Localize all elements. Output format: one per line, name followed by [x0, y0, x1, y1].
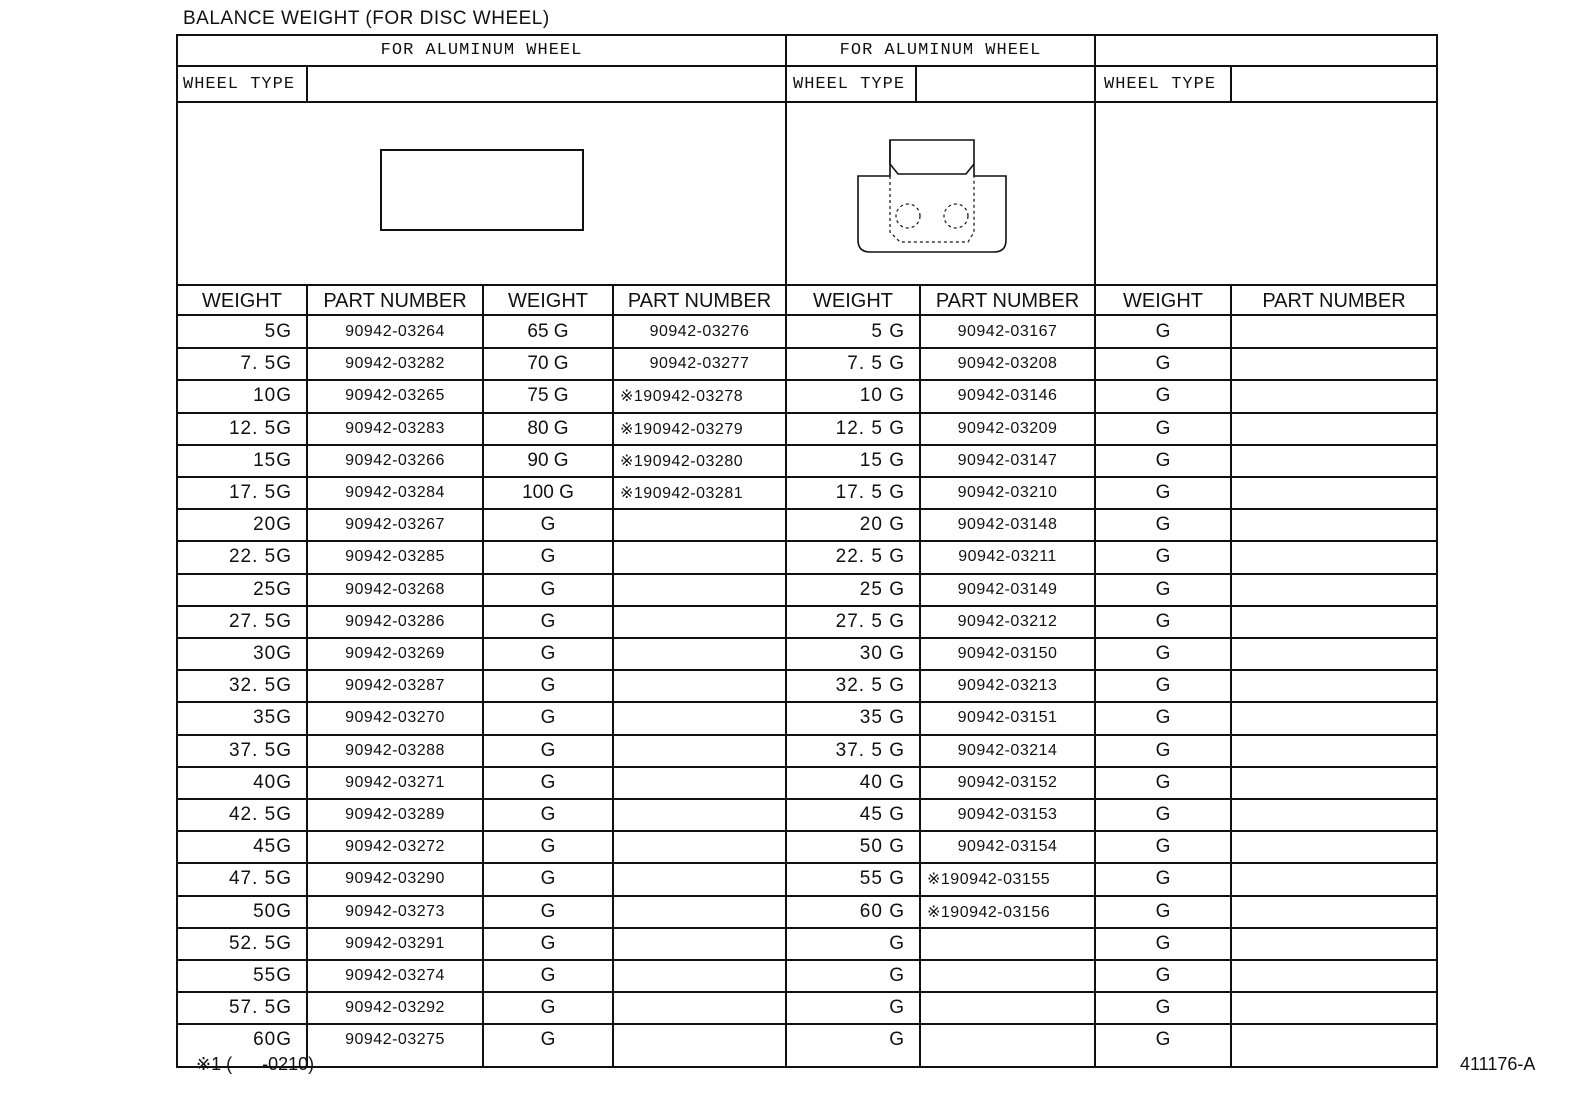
part-number-cell: ※190942-03280 — [620, 452, 744, 470]
part-number-cell — [1232, 348, 1436, 380]
weight-cell: 42. 5G — [228, 804, 292, 826]
col-header-weight-1: WEIGHT — [202, 289, 282, 312]
part-number-cell: 90942-03264 — [345, 323, 445, 341]
part-number-cell: 90942-03273 — [345, 902, 445, 920]
weight-cell: G — [1155, 353, 1171, 375]
col-header-weight-2: WEIGHT — [508, 289, 588, 312]
part-number-cell: 90942-03150 — [957, 645, 1058, 663]
part-number-cell — [1232, 316, 1436, 348]
weight-cell: G — [540, 900, 556, 922]
weight-cell: G — [540, 932, 556, 954]
weight-cell: 47. 5G — [228, 868, 292, 890]
part-number-cell: 90942-03272 — [345, 838, 445, 856]
weight-cell: 52. 5G — [228, 932, 292, 954]
part-number-cell — [614, 831, 785, 863]
weight-cell: 12. 5 G — [835, 417, 905, 439]
weight-cell: 40 G — [859, 771, 905, 793]
weight-cell: G — [1155, 804, 1171, 826]
part-number-cell: 90942-03286 — [345, 612, 445, 630]
part-number-cell — [1232, 960, 1436, 992]
part-number-cell — [921, 1024, 1094, 1056]
weight-cell: 37. 5G — [228, 739, 292, 761]
weight-cell: G — [540, 997, 556, 1019]
part-number-cell — [614, 896, 785, 928]
weight-cell: 15G — [253, 449, 292, 471]
weight-cell: G — [1155, 1029, 1171, 1051]
weight-cell: G — [540, 514, 556, 536]
weight-cell: G — [1155, 836, 1171, 858]
part-number-cell: 90942-03209 — [957, 419, 1058, 437]
part-number-cell — [1232, 477, 1436, 509]
weight-cell: 30 G — [859, 643, 905, 665]
part-number-cell — [1232, 413, 1436, 445]
col-header-weight-4: WEIGHT — [1123, 289, 1203, 312]
part-number-cell — [614, 702, 785, 734]
weight-cell: G — [540, 675, 556, 697]
part-number-cell: 90942-03290 — [345, 870, 445, 888]
part-number-cell — [1232, 638, 1436, 670]
part-number-cell — [1232, 1024, 1436, 1056]
weight-cell: 80 G — [527, 417, 569, 439]
clip-on-weight-diagram — [380, 148, 586, 234]
weight-cell: G — [540, 610, 556, 632]
divider-wheel-type-3 — [1230, 65, 1232, 101]
weight-cell: G — [1155, 771, 1171, 793]
weight-cell: 7. 5 G — [847, 353, 905, 375]
adhesive-weight-diagram — [856, 136, 1012, 262]
part-number-cell: 90942-03147 — [957, 451, 1058, 469]
part-number-cell: 90942-03270 — [345, 709, 445, 727]
weight-cell: 100 G — [522, 482, 574, 504]
part-number-cell: ※190942-03156 — [927, 903, 1051, 921]
weight-cell: 75 G — [527, 385, 569, 407]
part-number-cell: 90942-03292 — [345, 999, 445, 1017]
weight-cell: 45 G — [859, 804, 905, 826]
part-number-cell — [1232, 992, 1436, 1024]
part-number-cell: 90942-03213 — [957, 677, 1058, 695]
weight-cell: G — [540, 739, 556, 761]
part-number-cell — [614, 509, 785, 541]
part-number-cell: 90942-03275 — [345, 1031, 445, 1049]
part-number-cell — [614, 767, 785, 799]
part-number-cell — [921, 928, 1094, 960]
weight-cell: G — [540, 804, 556, 826]
weight-cell: G — [1155, 643, 1171, 665]
weight-cell: G — [540, 578, 556, 600]
weight-cell: 17. 5 G — [835, 482, 905, 504]
weight-cell: 35 G — [859, 707, 905, 729]
divider-wheel-type-2 — [915, 65, 917, 101]
part-number-cell — [1232, 574, 1436, 606]
part-number-cell — [614, 638, 785, 670]
col-header-part-4: PART NUMBER — [1262, 289, 1406, 312]
weight-cell: G — [1155, 610, 1171, 632]
weight-cell: G — [1155, 868, 1171, 890]
weight-cell: 50G — [253, 900, 292, 922]
part-number-cell: 90942-03210 — [957, 484, 1058, 502]
weight-cell: G — [1155, 385, 1171, 407]
weight-cell: 40G — [253, 771, 292, 793]
weight-cell: 55G — [253, 965, 292, 987]
part-number-cell: 90942-03212 — [957, 612, 1058, 630]
part-number-cell: 90942-03284 — [345, 484, 445, 502]
part-number-cell — [1232, 767, 1436, 799]
group-header-2: FOR ALUMINUM WHEEL — [839, 41, 1042, 60]
part-number-cell — [1232, 863, 1436, 895]
part-number-cell — [1232, 509, 1436, 541]
part-number-cell: 90942-03277 — [649, 355, 750, 373]
weight-cell: G — [1155, 932, 1171, 954]
part-number-cell: 90942-03274 — [345, 967, 445, 985]
weight-cell: G — [1155, 739, 1171, 761]
part-number-cell — [614, 992, 785, 1024]
weight-cell: 60 G — [859, 900, 905, 922]
weight-cell: G — [1155, 707, 1171, 729]
part-number-cell: ※190942-03279 — [620, 420, 744, 438]
part-number-cell — [1232, 831, 1436, 863]
weight-cell: G — [889, 997, 905, 1019]
part-number-cell — [614, 960, 785, 992]
weight-cell: G — [1155, 675, 1171, 697]
part-number-cell: ※190942-03281 — [620, 485, 744, 503]
part-number-cell: 90942-03214 — [957, 741, 1058, 759]
part-number-cell — [614, 928, 785, 960]
weight-cell: 10G — [253, 385, 292, 407]
weight-cell: 22. 5 G — [835, 546, 905, 568]
weight-cell: G — [1155, 997, 1171, 1019]
weight-cell: G — [540, 1029, 556, 1051]
weight-cell: 32. 5 G — [835, 675, 905, 697]
col-header-part-1: PART NUMBER — [323, 289, 467, 312]
weight-cell: G — [1155, 449, 1171, 471]
part-number-cell — [1232, 735, 1436, 767]
weight-cell: 50 G — [859, 836, 905, 858]
part-number-cell — [1232, 670, 1436, 702]
part-number-cell: 90942-03153 — [957, 806, 1058, 824]
weight-cell: G — [889, 932, 905, 954]
wheel-type-label-3: WHEEL TYPE — [1104, 74, 1217, 94]
weight-cell: 55 G — [859, 868, 905, 890]
part-number-cell: 90942-03266 — [345, 451, 445, 469]
part-number-cell: ※190942-03155 — [927, 871, 1051, 889]
part-number-cell — [1232, 445, 1436, 477]
part-number-cell — [614, 799, 785, 831]
part-number-cell: 90942-03149 — [957, 580, 1058, 598]
col-header-part-3: PART NUMBER — [935, 289, 1080, 312]
weight-cell: 12. 5G — [228, 417, 292, 439]
part-number-cell: 90942-03154 — [957, 838, 1058, 856]
group-header-3 — [1096, 36, 1436, 65]
weight-cell: 45G — [253, 836, 292, 858]
part-number-cell — [1232, 541, 1436, 573]
part-number-cell: 90942-03282 — [345, 355, 445, 373]
part-number-cell: ※190942-03278 — [620, 388, 744, 406]
weight-cell: 17. 5G — [228, 482, 292, 504]
weight-cell: 5 G — [871, 321, 905, 343]
part-number-cell — [614, 541, 785, 573]
part-number-cell: 90942-03148 — [957, 516, 1058, 534]
weight-cell: G — [1155, 578, 1171, 600]
group-header-1: FOR ALUMINUM WHEEL — [380, 41, 583, 60]
weight-cell: 57. 5G — [228, 997, 292, 1019]
divider-wheel-type-1 — [306, 65, 308, 101]
weight-cell: 15 G — [859, 449, 905, 471]
weight-cell: 60G — [253, 1029, 292, 1051]
weight-cell: 10 G — [859, 385, 905, 407]
weight-cell: 27. 5 G — [835, 610, 905, 632]
weight-cell: 25G — [253, 578, 292, 600]
part-number-cell: 90942-03146 — [957, 387, 1058, 405]
part-number-cell: 90942-03288 — [345, 741, 445, 759]
weight-cell: G — [540, 643, 556, 665]
part-number-cell — [921, 992, 1094, 1024]
wheel-type-label-1: WHEEL TYPE — [183, 74, 296, 94]
page-title: BALANCE WEIGHT (FOR DISC WHEEL) — [183, 8, 550, 29]
wheel-type-label-2: WHEEL TYPE — [793, 74, 906, 94]
divider-wheel-type — [178, 101, 1436, 103]
weight-cell: 90 G — [527, 449, 569, 471]
weight-cell: G — [1155, 514, 1171, 536]
part-number-cell — [1232, 380, 1436, 412]
weight-cell: 32. 5G — [228, 675, 292, 697]
weight-cell: 37. 5 G — [835, 739, 905, 761]
part-number-cell — [1232, 606, 1436, 638]
part-number-cell: 90942-03167 — [957, 323, 1058, 341]
weight-cell: 20G — [253, 514, 292, 536]
weight-cell: G — [1155, 482, 1171, 504]
weight-cell: 7. 5G — [240, 353, 292, 375]
part-number-cell — [614, 735, 785, 767]
weight-cell: 5G — [264, 321, 292, 343]
weight-cell: G — [1155, 965, 1171, 987]
weight-cell: G — [1155, 546, 1171, 568]
part-number-cell: 90942-03291 — [345, 934, 445, 952]
part-number-cell: 90942-03283 — [345, 419, 445, 437]
part-number-cell — [1232, 702, 1436, 734]
part-number-cell: 90942-03276 — [649, 323, 750, 341]
weight-cell: 35G — [253, 707, 292, 729]
part-number-cell: 90942-03289 — [345, 806, 445, 824]
part-number-cell — [1232, 799, 1436, 831]
part-number-cell: 90942-03208 — [957, 355, 1058, 373]
part-number-cell — [1232, 896, 1436, 928]
weight-cell: G — [889, 1029, 905, 1051]
weight-cell: G — [1155, 417, 1171, 439]
weight-cell: 25 G — [859, 578, 905, 600]
part-number-cell — [1232, 928, 1436, 960]
balance-weight-table — [176, 34, 1438, 1068]
weight-cell: G — [1155, 900, 1171, 922]
part-number-cell — [614, 574, 785, 606]
part-number-cell — [614, 1024, 785, 1056]
weight-cell: 22. 5G — [228, 546, 292, 568]
weight-cell: 65 G — [527, 321, 569, 343]
part-number-cell: 90942-03285 — [345, 548, 445, 566]
col-header-part-2: PART NUMBER — [627, 289, 772, 312]
part-number-cell: 90942-03268 — [345, 580, 445, 598]
weight-cell: G — [1155, 321, 1171, 343]
weight-cell: G — [540, 836, 556, 858]
weight-cell: G — [540, 868, 556, 890]
part-number-cell: 90942-03271 — [345, 773, 445, 791]
weight-cell: 20 G — [859, 514, 905, 536]
weight-cell: 70 G — [527, 353, 569, 375]
weight-cell: G — [889, 965, 905, 987]
part-number-cell: 90942-03287 — [345, 677, 445, 695]
part-number-cell: 90942-03269 — [345, 645, 445, 663]
footnote: ※1 ( -0210) — [196, 1054, 315, 1074]
weight-cell: 27. 5G — [228, 610, 292, 632]
weight-cell: G — [540, 546, 556, 568]
part-number-cell: 90942-03211 — [958, 548, 1057, 566]
part-number-cell — [614, 863, 785, 895]
part-number-cell: 90942-03267 — [345, 516, 445, 534]
weight-cell: 30G — [253, 643, 292, 665]
part-number-cell: 90942-03265 — [345, 387, 445, 405]
weight-cell: G — [540, 965, 556, 987]
part-number-cell: 90942-03152 — [957, 773, 1058, 791]
part-number-cell — [921, 960, 1094, 992]
part-number-cell — [614, 670, 785, 702]
col-header-weight-3: WEIGHT — [813, 289, 893, 312]
weight-cell: G — [540, 771, 556, 793]
part-number-cell: 90942-03151 — [957, 709, 1058, 727]
weight-cell: G — [540, 707, 556, 729]
part-number-cell — [614, 606, 785, 638]
figure-id: 411176-A — [1460, 1054, 1536, 1074]
